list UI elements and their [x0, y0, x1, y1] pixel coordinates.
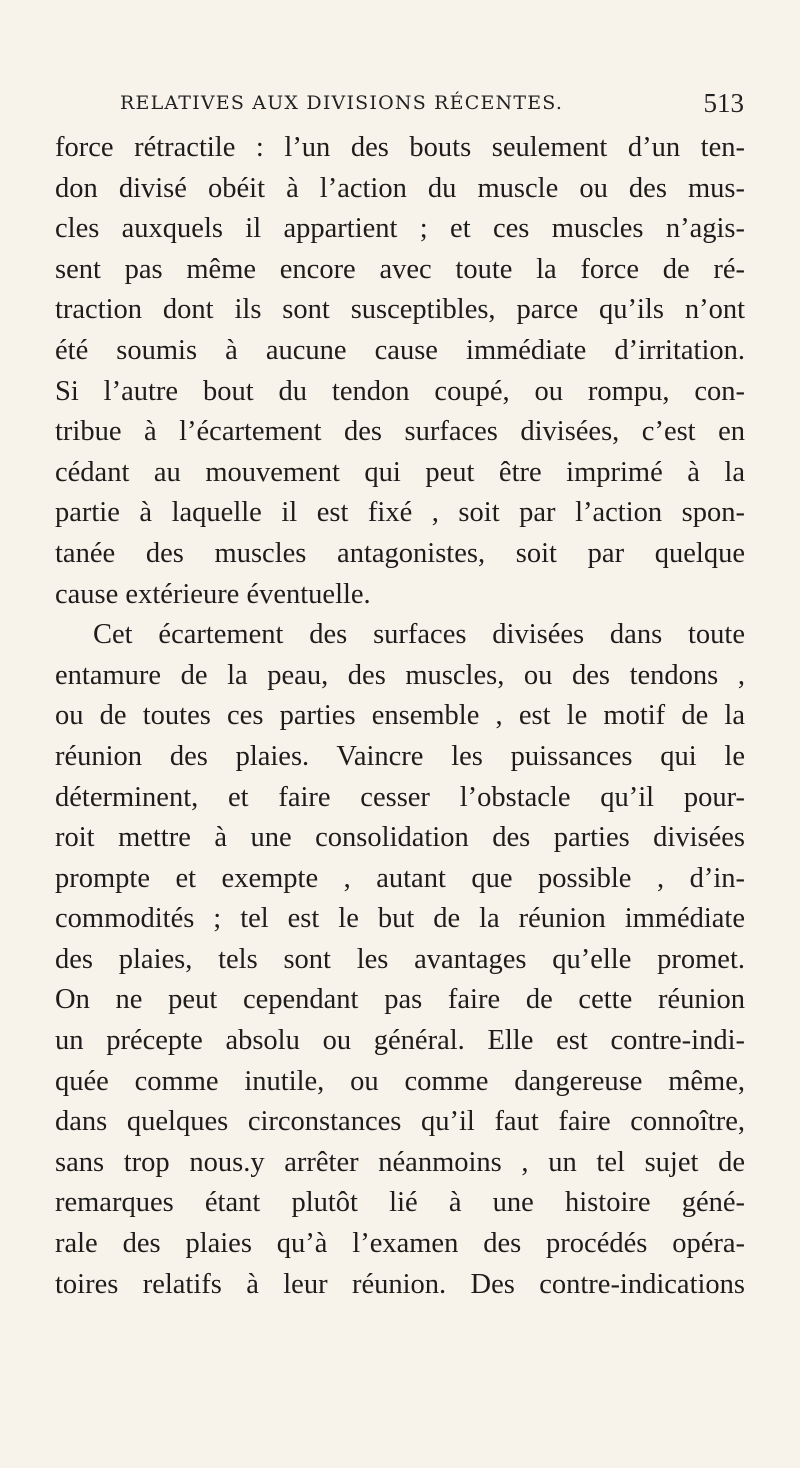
text-line: sent pas même encore avec toute la force de ré- — [55, 253, 745, 285]
text-line: cles auxquels il appartient ; et ces muscles n’agis- — [55, 213, 745, 245]
text-line: tanée des muscles antagonistes, soit par quelque — [55, 537, 745, 569]
text-line: force rétractile : l’un des bouts seulement d’un ten- — [55, 132, 745, 163]
text-line: cause extérieure éventuelle. — [55, 578, 371, 610]
text-line: Cet écartement des surfaces divisées dans toute — [93, 619, 745, 651]
text-line: entamure de la peau, des muscles, ou des tendons , — [55, 659, 745, 691]
text-line: déterminent, et faire cesser l’obstacle qu’il pour- — [55, 781, 745, 813]
text-line: ou de toutes ces parties ensemble , est le motif de la — [55, 700, 745, 732]
running-title: RELATIVES AUX DIVISIONS RÉCENTES. — [120, 92, 564, 114]
text-line: Si l’autre bout du tendon coupé, ou rompu, con- — [55, 375, 745, 407]
text-line: cédant au mouvement qui peut être imprimé à la — [55, 456, 745, 488]
text-line: rale des plaies qu’à l’examen des procédés opéra- — [55, 1228, 745, 1260]
text-line: quée comme inutile, ou comme dangereuse même, — [55, 1065, 745, 1097]
text-line: dans quelques circonstances qu’il faut faire connoître, — [55, 1106, 745, 1138]
text-line: On ne peut cependant pas faire de cette réunion — [55, 984, 745, 1016]
text-line: partie à laquelle il est fixé , soit par l’action spon- — [55, 497, 745, 529]
body-text — [55, 128, 745, 1305]
text-line: été soumis à aucune cause immédiate d’irritation. — [55, 334, 745, 366]
text-line: prompte et exempte , autant que possible , d’in- — [55, 862, 745, 894]
text-line: toires relatifs à leur réunion. Des contre-indications — [55, 1268, 745, 1300]
page-number: 513 — [703, 88, 744, 118]
text-line: traction dont ils sont susceptibles, parce qu’ils n’ont — [55, 294, 745, 326]
text-line: un précepte absolu ou général. Elle est contre-indi- — [55, 1025, 745, 1057]
text-line: don divisé obéit à l’action du muscle ou des mus- — [55, 172, 745, 204]
text-line: tribue à l’écartement des surfaces divisées, c’est en — [55, 416, 745, 448]
text-line: remarques étant plutôt lié à une histoire géné- — [55, 1187, 745, 1219]
text-line: réunion des plaies. Vaincre les puissances qui le — [55, 740, 745, 772]
text-line: sans trop nous.y arrêter néanmoins , un tel sujet de — [55, 1146, 745, 1178]
page-header — [120, 84, 744, 124]
text-line: commodités ; tel est le but de la réunion immédiate — [55, 903, 745, 935]
text-line: roit mettre à une consolidation des parties divisées — [55, 822, 745, 854]
text-line: des plaies, tels sont les avantages qu’elle promet. — [55, 943, 745, 975]
